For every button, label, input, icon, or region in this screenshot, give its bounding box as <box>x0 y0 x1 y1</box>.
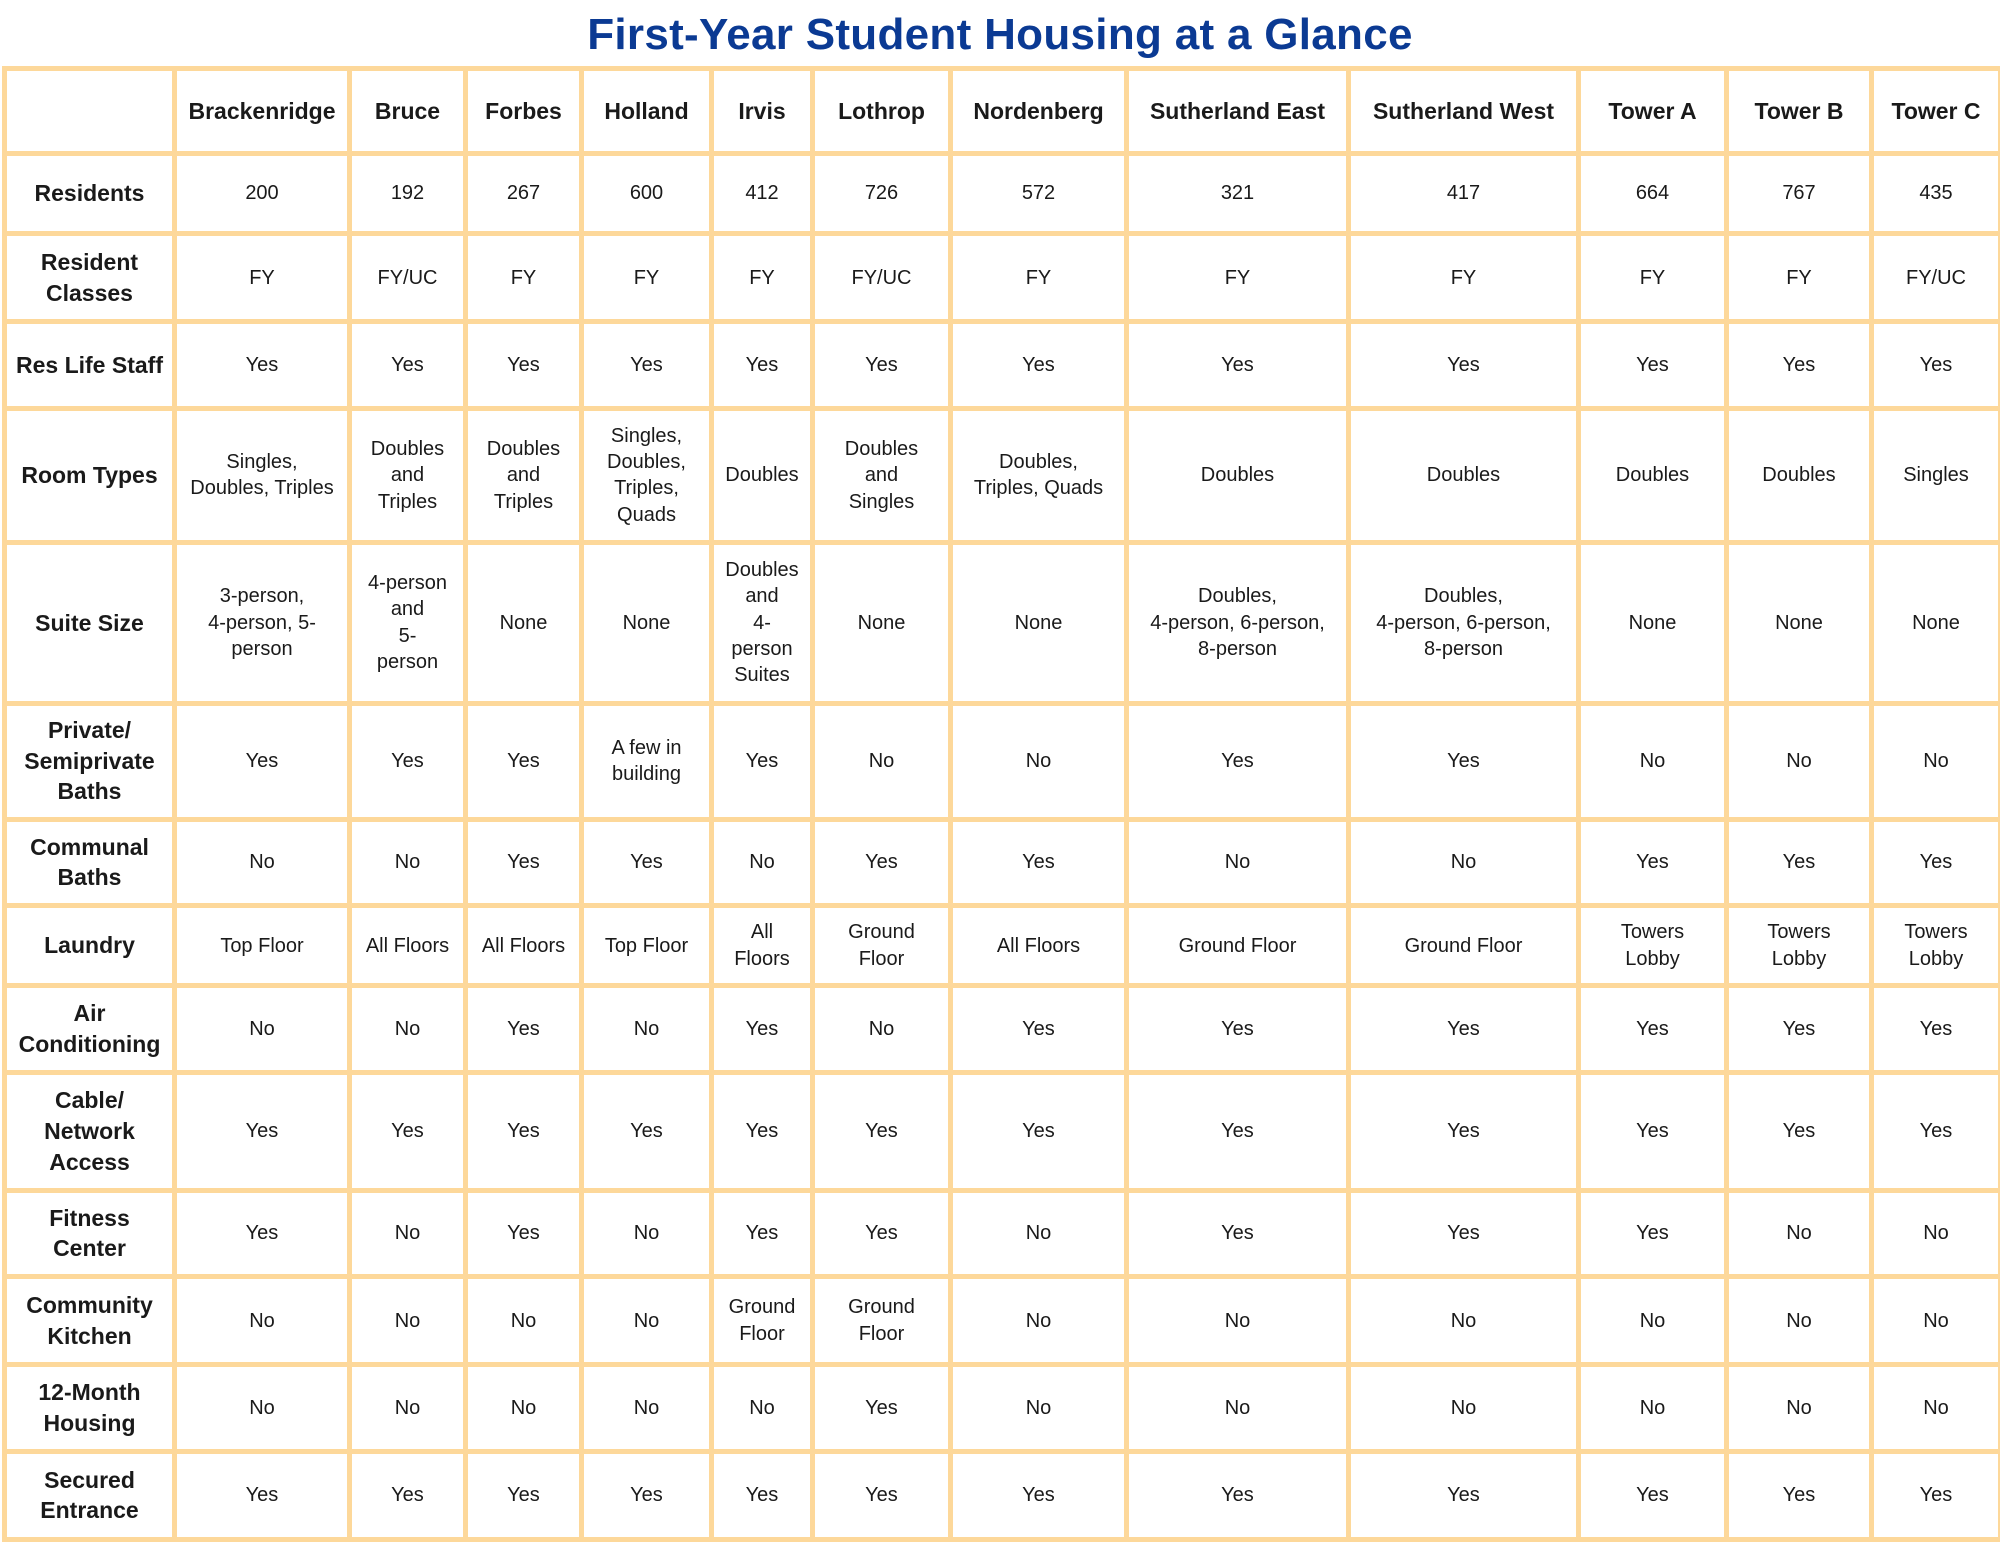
table-cell: Yes <box>951 986 1127 1072</box>
table-cell: No <box>1127 1365 1349 1451</box>
table-cell: Yes <box>175 703 350 819</box>
table-row <box>5 703 2000 819</box>
table-cell: No <box>712 1365 813 1451</box>
table-cell: Ground Floor <box>813 1277 951 1365</box>
table-cell: No <box>582 1277 712 1365</box>
table-row <box>5 543 2000 703</box>
table-cell: Yes <box>712 703 813 819</box>
row-header: Resident Classes <box>5 234 175 322</box>
table-cell: No <box>350 819 466 905</box>
table-cell: No <box>1349 819 1579 905</box>
table-cell: No <box>951 1277 1127 1365</box>
row-header: Fitness Center <box>5 1190 175 1276</box>
table-cell: Yes <box>712 1451 813 1539</box>
table-cell: Singles, Doubles, Triples <box>175 408 350 542</box>
table-cell: No <box>175 986 350 1072</box>
table-cell: Ground Floor <box>813 906 951 986</box>
table-cell: None <box>1727 543 1872 703</box>
table-cell: Yes <box>582 1451 712 1539</box>
table-cell: No <box>1349 1365 1579 1451</box>
table-cell: No <box>1872 703 2000 819</box>
table-cell: 412 <box>712 154 813 234</box>
table-cell: Doubles, Triples, Quads <box>951 408 1127 542</box>
table-cell: No <box>175 1277 350 1365</box>
table-cell: No <box>350 986 466 1072</box>
table-cell: Top Floor <box>582 906 712 986</box>
table-cell: Yes <box>350 1451 466 1539</box>
table-cell: No <box>813 986 951 1072</box>
table-cell: Yes <box>712 1190 813 1276</box>
table-cell: Yes <box>350 1072 466 1190</box>
table-cell: Ground Floor <box>1349 906 1579 986</box>
table-cell: Doubles and Triples <box>350 408 466 542</box>
table-cell: No <box>1727 1365 1872 1451</box>
table-cell: Doubles <box>1127 408 1349 542</box>
table-cell: 572 <box>951 154 1127 234</box>
table-cell: No <box>175 819 350 905</box>
corner-cell <box>5 69 175 154</box>
table-cell: No <box>1349 1277 1579 1365</box>
table-cell: FY/UC <box>813 234 951 322</box>
table-cell: None <box>1579 543 1727 703</box>
table-cell: Yes <box>1127 986 1349 1072</box>
table-cell: None <box>1872 543 2000 703</box>
table-cell: Yes <box>1579 1072 1727 1190</box>
table-cell: 664 <box>1579 154 1727 234</box>
table-cell: Towers Lobby <box>1727 906 1872 986</box>
table-cell: No <box>1872 1277 2000 1365</box>
table-cell: Yes <box>813 819 951 905</box>
table-cell: Yes <box>466 1072 582 1190</box>
table-cell: Towers Lobby <box>1872 906 2000 986</box>
table-cell: All Floors <box>466 906 582 986</box>
table-cell: Yes <box>712 986 813 1072</box>
table-cell: Yes <box>1872 322 2000 408</box>
table-cell: No <box>1727 1190 1872 1276</box>
table-cell: No <box>1872 1190 2000 1276</box>
table-cell: Yes <box>1127 322 1349 408</box>
page-title: First-Year Student Housing at a Glance <box>587 10 1413 59</box>
table-cell: Doubles, 4-person, 6-person, 8-person <box>1349 543 1579 703</box>
table-cell: FY <box>1127 234 1349 322</box>
table-cell: 767 <box>1727 154 1872 234</box>
column-header: Forbes <box>466 69 582 154</box>
table-cell: FY <box>582 234 712 322</box>
table-cell: Yes <box>951 1451 1127 1539</box>
table-cell: No <box>1727 1277 1872 1365</box>
table-cell: Towers Lobby <box>1579 906 1727 986</box>
table-cell: 600 <box>582 154 712 234</box>
table-cell: 321 <box>1127 154 1349 234</box>
table-cell: Yes <box>582 819 712 905</box>
table-cell: Yes <box>813 1190 951 1276</box>
row-header: Secured Entrance <box>5 1451 175 1539</box>
table-cell: Yes <box>1349 322 1579 408</box>
table-cell: None <box>951 543 1127 703</box>
table-cell: Yes <box>1127 1451 1349 1539</box>
table-cell: FY <box>1579 234 1727 322</box>
table-cell: FY <box>951 234 1127 322</box>
table-cell: Doubles <box>1349 408 1579 542</box>
table-cell: Yes <box>1127 1072 1349 1190</box>
table-cell: None <box>466 543 582 703</box>
table-cell: Yes <box>466 703 582 819</box>
table-cell: 726 <box>813 154 951 234</box>
row-header: Cable/ Network Access <box>5 1072 175 1190</box>
table-cell: All Floors <box>951 906 1127 986</box>
table-cell: No <box>466 1365 582 1451</box>
table-cell: Yes <box>466 1190 582 1276</box>
table-cell: Yes <box>1579 819 1727 905</box>
row-header: Community Kitchen <box>5 1277 175 1365</box>
table-cell: Yes <box>582 322 712 408</box>
table-cell: No <box>1127 819 1349 905</box>
row-header: Air Conditioning <box>5 986 175 1072</box>
column-header: Tower C <box>1872 69 2000 154</box>
row-header: Res Life Staff <box>5 322 175 408</box>
table-cell: Doubles and Singles <box>813 408 951 542</box>
column-header: Sutherland West <box>1349 69 1579 154</box>
table-cell: No <box>951 1190 1127 1276</box>
table-cell: Yes <box>1349 1451 1579 1539</box>
table-row <box>5 322 2000 408</box>
table-row <box>5 819 2000 905</box>
table-cell: 192 <box>350 154 466 234</box>
row-header: Residents <box>5 154 175 234</box>
table-cell: Doubles and 4- person Suites <box>712 543 813 703</box>
column-header: Lothrop <box>813 69 951 154</box>
table-cell: A few in building <box>582 703 712 819</box>
table-cell: Yes <box>1579 1190 1727 1276</box>
table-cell: Yes <box>1349 1072 1579 1190</box>
table-cell: Yes <box>175 322 350 408</box>
table-row <box>5 1190 2000 1276</box>
table-cell: No <box>1727 703 1872 819</box>
table-cell: No <box>1579 1365 1727 1451</box>
table-cell: All Floors <box>712 906 813 986</box>
table-cell: No <box>582 986 712 1072</box>
table-cell: Ground Floor <box>1127 906 1349 986</box>
table-row <box>5 986 2000 1072</box>
table-cell: No <box>582 1190 712 1276</box>
table-cell: Yes <box>1872 1072 2000 1190</box>
table-cell: 3-person, 4-person, 5- person <box>175 543 350 703</box>
table-cell: FY <box>712 234 813 322</box>
table-cell: Yes <box>712 322 813 408</box>
table-cell: No <box>1579 703 1727 819</box>
housing-comparison-table <box>2 66 2000 1542</box>
table-cell: 417 <box>1349 154 1579 234</box>
table-cell: Yes <box>466 819 582 905</box>
table-cell: Yes <box>1127 1190 1349 1276</box>
table-cell: Yes <box>175 1072 350 1190</box>
table-cell: Yes <box>1349 986 1579 1072</box>
table-cell: Yes <box>1872 819 2000 905</box>
table-cell: FY <box>175 234 350 322</box>
table-cell: No <box>350 1277 466 1365</box>
table-row <box>5 1451 2000 1539</box>
row-header: Room Types <box>5 408 175 542</box>
table-cell: Yes <box>1579 1451 1727 1539</box>
table-cell: All Floors <box>350 906 466 986</box>
header-row <box>5 69 2000 154</box>
table-cell: No <box>1579 1277 1727 1365</box>
table-cell: FY <box>1727 234 1872 322</box>
table-cell: Yes <box>1727 819 1872 905</box>
table-row <box>5 1365 2000 1451</box>
table-cell: Yes <box>350 703 466 819</box>
table-row <box>5 234 2000 322</box>
table-cell: 267 <box>466 154 582 234</box>
table-cell: None <box>813 543 951 703</box>
column-header: Tower B <box>1727 69 1872 154</box>
table-cell: Top Floor <box>175 906 350 986</box>
table-cell: No <box>582 1365 712 1451</box>
table-cell: Doubles <box>1727 408 1872 542</box>
table-cell: Yes <box>175 1190 350 1276</box>
table-cell: No <box>951 1365 1127 1451</box>
row-header: 12-Month Housing <box>5 1365 175 1451</box>
column-header: Holland <box>582 69 712 154</box>
table-cell: Yes <box>712 1072 813 1190</box>
table-cell: Yes <box>1727 1451 1872 1539</box>
table-cell: Doubles <box>712 408 813 542</box>
table-cell: Yes <box>1727 1072 1872 1190</box>
table-cell: Singles <box>1872 408 2000 542</box>
row-header: Communal Baths <box>5 819 175 905</box>
table-cell: Ground Floor <box>712 1277 813 1365</box>
table-cell: Yes <box>951 1072 1127 1190</box>
table-cell: No <box>951 703 1127 819</box>
table-cell: 4-person and 5- person <box>350 543 466 703</box>
table-cell: Yes <box>582 1072 712 1190</box>
table-cell: No <box>350 1365 466 1451</box>
column-header: Sutherland East <box>1127 69 1349 154</box>
column-header: Brackenridge <box>175 69 350 154</box>
column-header: Nordenberg <box>951 69 1127 154</box>
row-header: Suite Size <box>5 543 175 703</box>
column-header: Tower A <box>1579 69 1727 154</box>
table-cell: Doubles and Triples <box>466 408 582 542</box>
table-cell: Yes <box>1727 322 1872 408</box>
table-cell: FY <box>466 234 582 322</box>
table-cell: No <box>813 703 951 819</box>
table-cell: Yes <box>466 1451 582 1539</box>
table-cell: Yes <box>1727 986 1872 1072</box>
table-cell: No <box>350 1190 466 1276</box>
table-cell: Yes <box>813 322 951 408</box>
table-cell: Yes <box>813 1072 951 1190</box>
table-row <box>5 1072 2000 1190</box>
table-cell: Yes <box>813 1365 951 1451</box>
table-cell: Doubles <box>1579 408 1727 542</box>
table-cell: FY <box>1349 234 1579 322</box>
table-cell: Yes <box>1872 1451 2000 1539</box>
table-cell: Yes <box>1349 703 1579 819</box>
table-cell: No <box>1127 1277 1349 1365</box>
table-cell: FY/UC <box>350 234 466 322</box>
table-cell: Doubles, 4-person, 6-person, 8-person <box>1127 543 1349 703</box>
table-cell: Yes <box>1127 703 1349 819</box>
table-row <box>5 906 2000 986</box>
row-header: Laundry <box>5 906 175 986</box>
table-cell: Yes <box>951 819 1127 905</box>
table-cell: Yes <box>813 1451 951 1539</box>
table-row <box>5 154 2000 234</box>
table-cell: No <box>712 819 813 905</box>
table-cell: 200 <box>175 154 350 234</box>
table-cell: FY/UC <box>1872 234 2000 322</box>
table-cell: Yes <box>1579 986 1727 1072</box>
table-cell: 435 <box>1872 154 2000 234</box>
table-cell: No <box>1872 1365 2000 1451</box>
table-cell: Yes <box>1579 322 1727 408</box>
table-cell: None <box>582 543 712 703</box>
table-row <box>5 408 2000 542</box>
table-cell: Yes <box>466 986 582 1072</box>
row-header: Private/ Semiprivate Baths <box>5 703 175 819</box>
table-cell: No <box>175 1365 350 1451</box>
table-cell: Yes <box>350 322 466 408</box>
table-cell: Yes <box>951 322 1127 408</box>
table-body <box>5 154 2000 1540</box>
table-cell: Singles, Doubles, Triples, Quads <box>582 408 712 542</box>
table-cell: Yes <box>466 322 582 408</box>
table-cell: Yes <box>1872 986 2000 1072</box>
column-header: Bruce <box>350 69 466 154</box>
table-row <box>5 1277 2000 1365</box>
table-cell: Yes <box>175 1451 350 1539</box>
column-header: Irvis <box>712 69 813 154</box>
table-cell: Yes <box>1349 1190 1579 1276</box>
table-cell: No <box>466 1277 582 1365</box>
